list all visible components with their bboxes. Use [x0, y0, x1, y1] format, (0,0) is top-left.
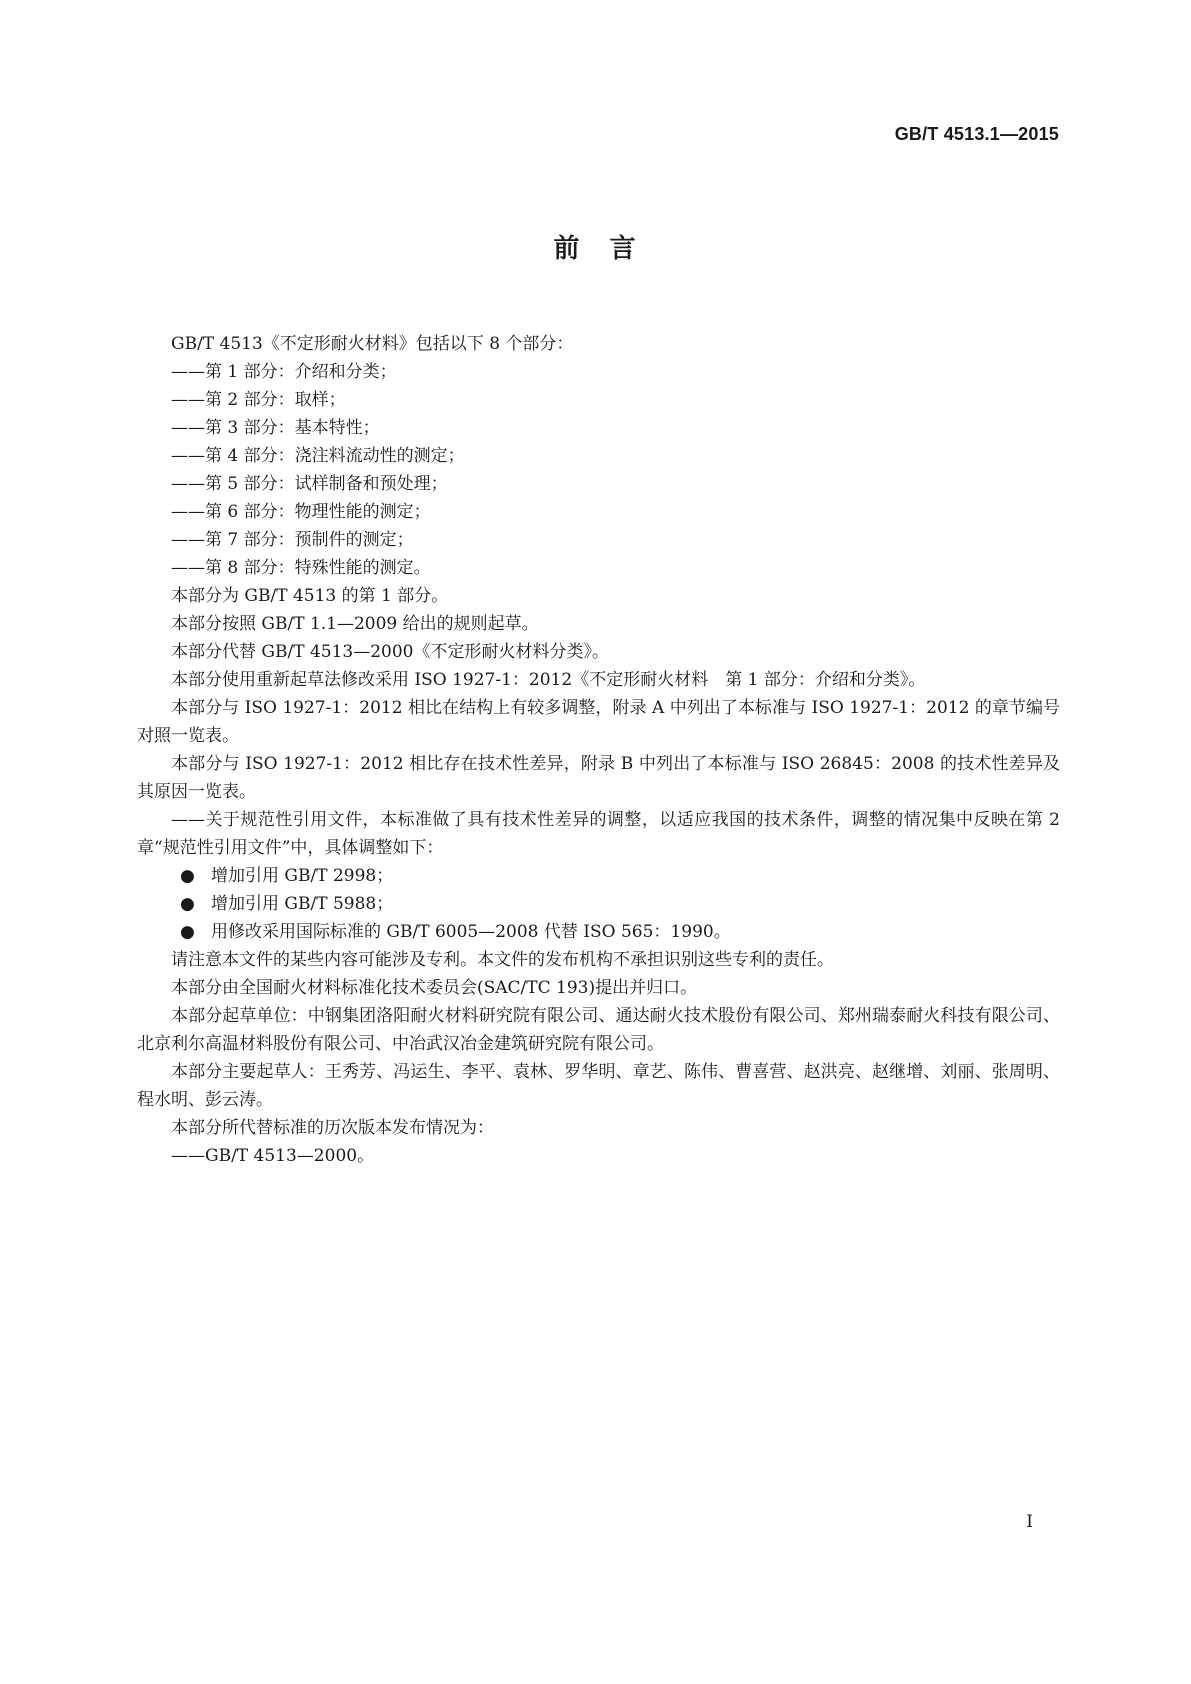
- bullet-item: [137, 862, 1060, 890]
- bullet-icon: ●: [180, 894, 195, 914]
- part-list-item: ——第 3 部分：基本特性；: [171, 418, 380, 438]
- bullet-item: [137, 918, 1060, 946]
- part-list-item: ——第 2 部分：取样；: [171, 390, 346, 410]
- bullet-icon: ●: [180, 866, 195, 886]
- version-history-item: ——GB/T 4513—2000。: [171, 1146, 375, 1166]
- part-list-item: ——第 6 部分：物理性能的测定；: [171, 502, 431, 522]
- paragraph: 本部分按照 GB/T 1.1—2009 给出的规则起草。: [171, 614, 539, 634]
- part-list-item: ——第 7 部分：预制件的测定；: [171, 530, 414, 550]
- paragraph: 本部分与 ISO 1927-1：2012 相比在结构上有较多调整，附录 A 中列出了本标准与 ISO 1927-1：2012 的章节编号对照一览表。: [137, 698, 1060, 746]
- paragraph: 本部分代替 GB/T 4513—2000《不定形耐火材料分类》。: [171, 642, 609, 662]
- paragraph: 本部分与 ISO 1927-1：2012 相比存在技术性差异，附录 B 中列出了本标准与 ISO 26845：2008 的技术性差异及其原因一览表。: [137, 754, 1060, 802]
- part-list-item: ——第 4 部分：浇注料流动性的测定；: [171, 446, 465, 466]
- paragraph: ——关于规范性引用文件，本标准做了具有技术性差异的调整，以适应我国的技术条件，调整的情况集中反映在第 2 章“规范性引用文件”中，具体调整如下：: [137, 810, 1060, 858]
- part-list-item: ——第 1 部分：介绍和分类；: [171, 362, 397, 382]
- standard-code: GB/T 4513.1—2015: [894, 124, 1059, 144]
- bullet-text: 增加引用 GB/T 2998；: [211, 866, 394, 886]
- part-list-item: ——第 8 部分：特殊性能的测定。: [171, 558, 431, 578]
- bullet-text: 用修改采用国际标准的 GB/T 6005—2008 代替 ISO 565：1990。: [211, 922, 731, 942]
- paragraph-intro: GB/T 4513《不定形耐火材料》包括以下 8 个部分：: [171, 334, 574, 354]
- paragraph: 本部分起草单位：中钢集团洛阳耐火材料研究院有限公司、通达耐火技术股份有限公司、郑州瑞泰耐火科技有限公司、北京利尔高温材料股份有限公司、中冶武汉冶金建筑研究院有限公司。: [137, 1006, 1060, 1054]
- paragraph: 请注意本文件的某些内容可能涉及专利。本文件的发布机构不承担识别这些专利的责任。: [171, 950, 834, 970]
- paragraph: 本部分所代替标准的历次版本发布情况为：: [171, 1118, 494, 1138]
- paragraph: 本部分为 GB/T 4513 的第 1 部分。: [171, 586, 449, 606]
- bullet-item: [137, 890, 1060, 918]
- page-title: 前 言: [553, 234, 638, 264]
- document-body: [137, 330, 1060, 1170]
- paragraph: 本部分使用重新起草法修改采用 ISO 1927-1：2012《不定形耐火材料 第 1 部分：介绍和分类》。: [171, 670, 926, 690]
- paragraph: 本部分由全国耐火材料标准化技术委员会(SAC/TC 193)提出并归口。: [171, 978, 698, 998]
- paragraph: 本部分主要起草人：王秀芳、冯运生、李平、袁林、罗华明、章艺、陈伟、曹喜营、赵洪亮、赵继增、刘丽、张周明、程水明、彭云涛。: [137, 1062, 1060, 1110]
- part-list-item: ——第 5 部分：试样制备和预处理；: [171, 474, 448, 494]
- bullet-text: 增加引用 GB/T 5988；: [211, 894, 394, 914]
- bullet-icon: ●: [180, 922, 195, 942]
- page-number: I: [1026, 1512, 1033, 1532]
